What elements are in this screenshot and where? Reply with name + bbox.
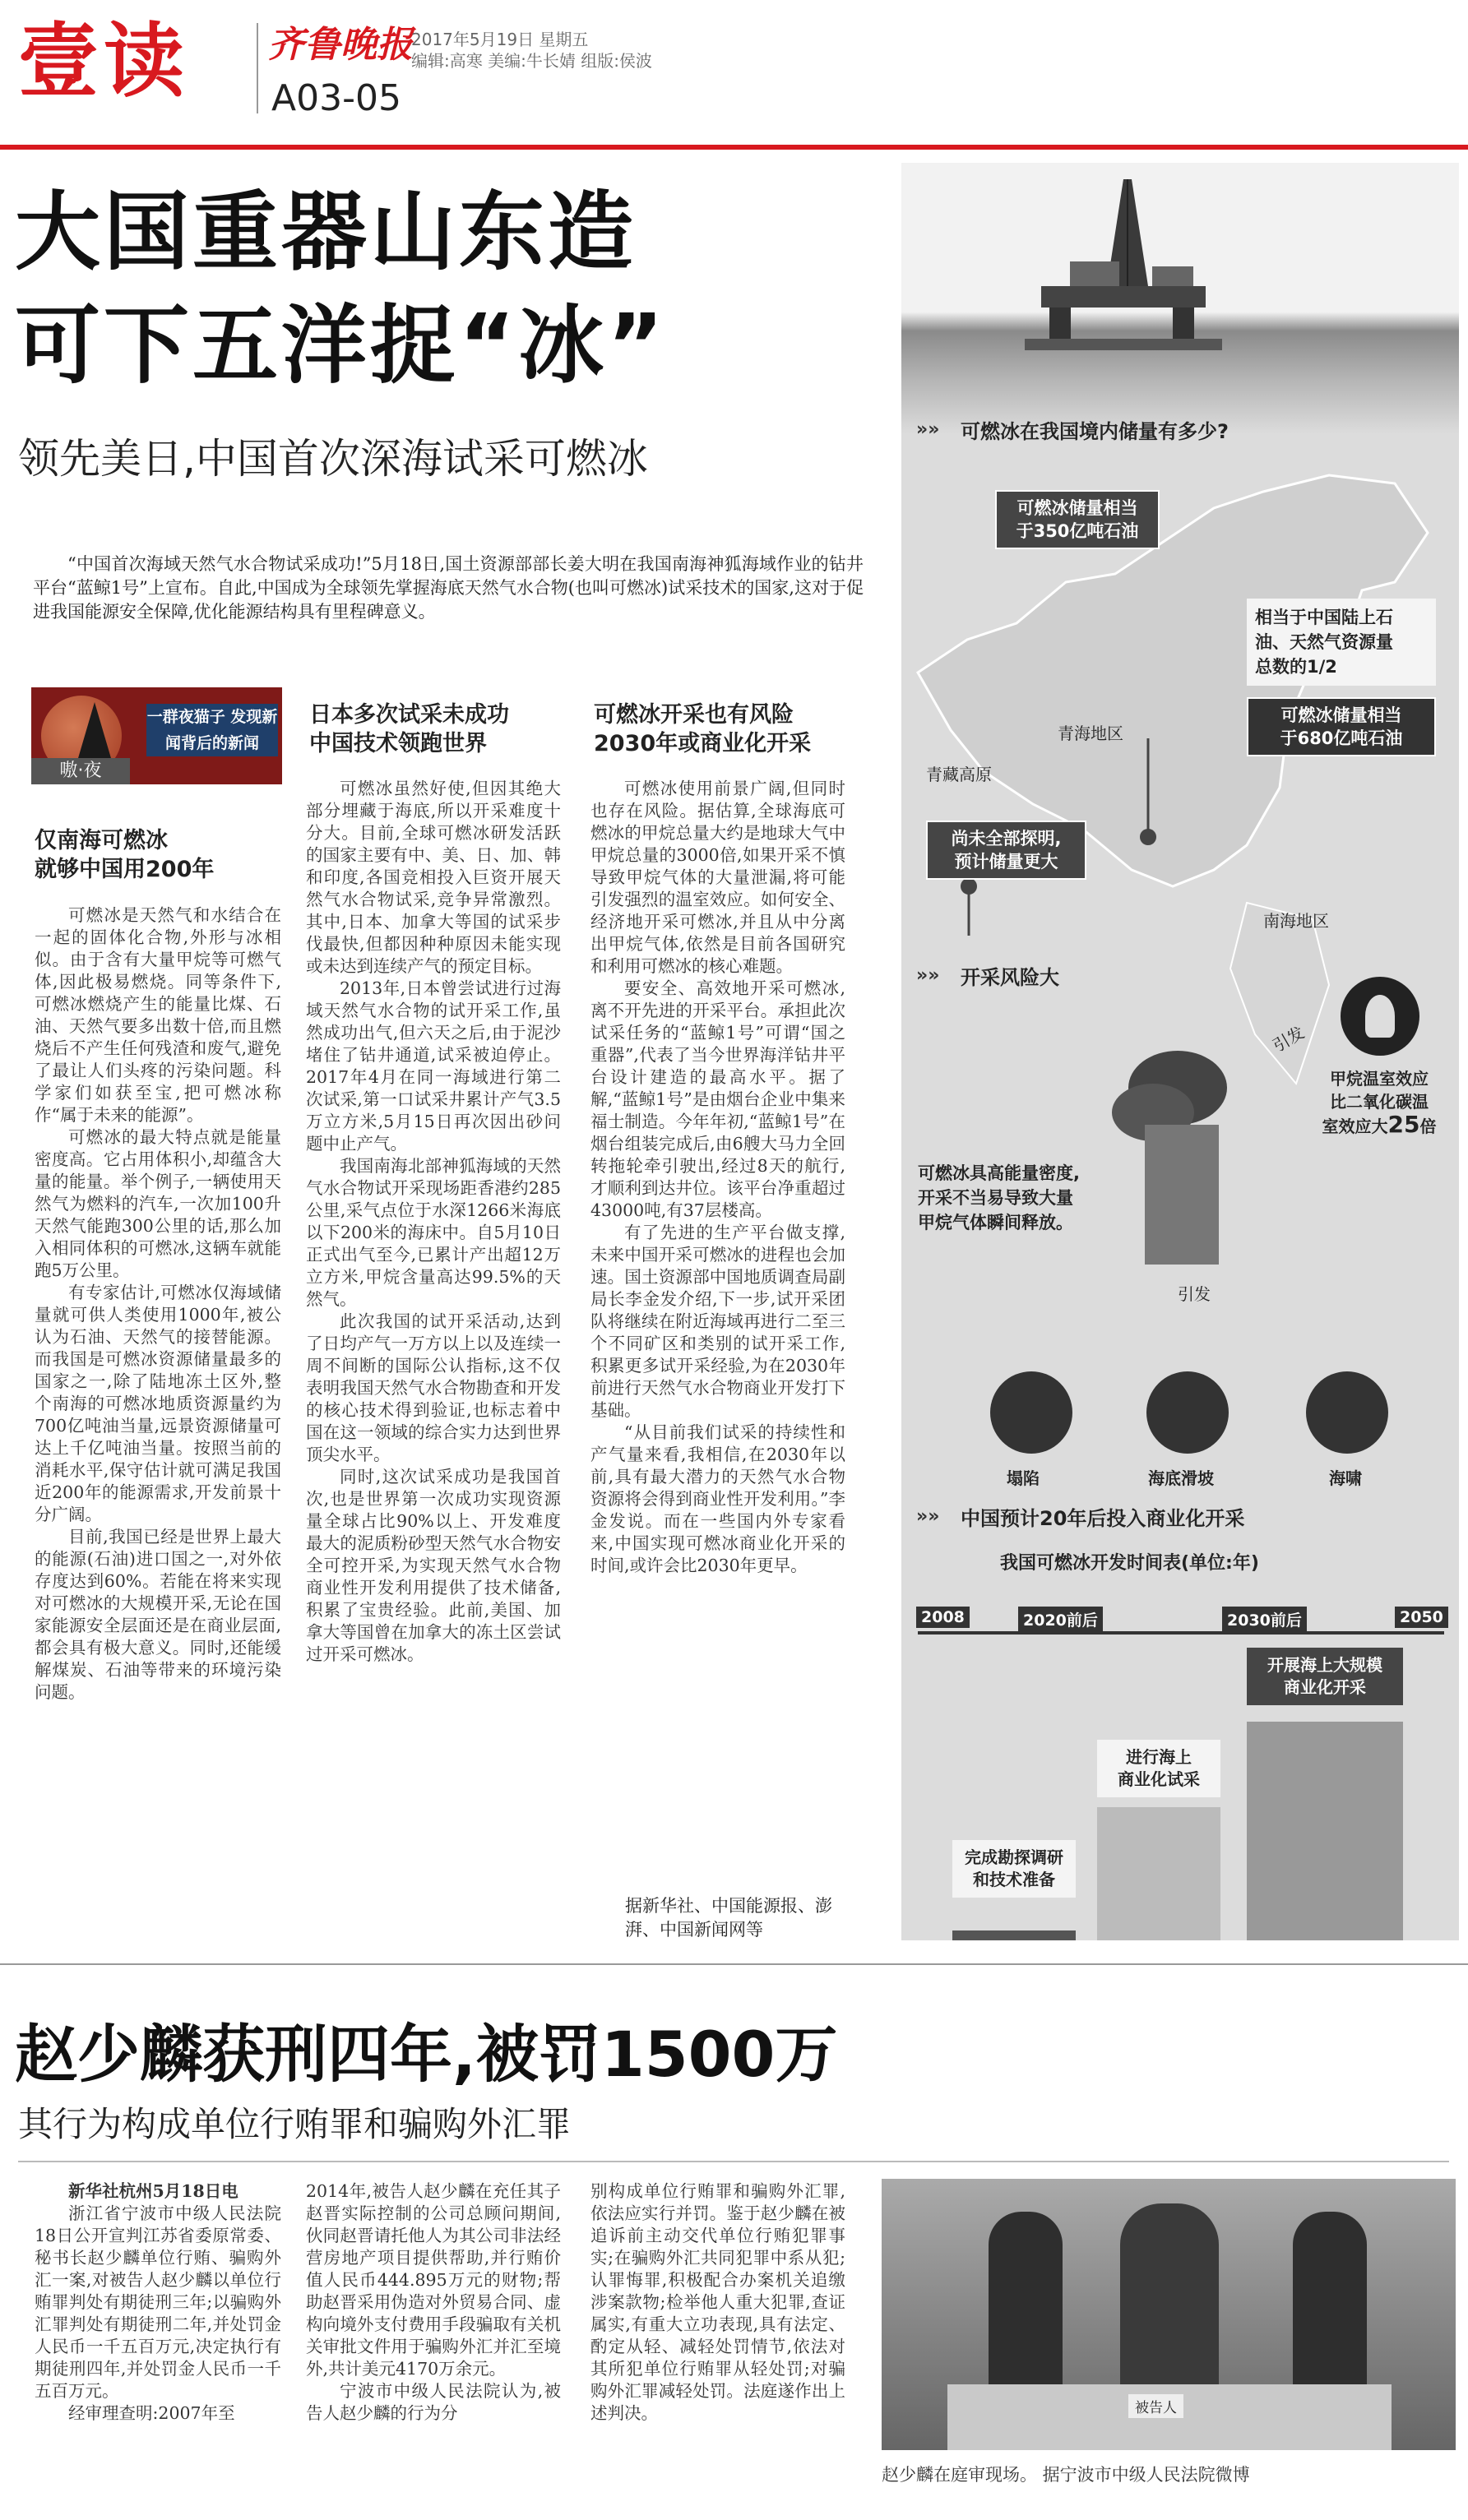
story2-para: 2014年,被告人赵少麟在充任其子赵晋实际控制的公司总顾问期间,伙同赵晋请托他人为其公司非法经营房地产项目提供帮助,并行贿价值人民币444.895万元的财物;帮助赵晋采用伪造对外贸易合同、虚构向境外支付费用手段骗取有关机关审批文件用于骗购外汇并汇至境外,共计美元4170万余元。 bbox=[306, 2181, 561, 2379]
col1-body bbox=[35, 904, 281, 1704]
risk-title: 开采风险大 bbox=[961, 966, 1059, 989]
greenhouse-line2: 比二氧化碳温 bbox=[1330, 1092, 1429, 1112]
story1-source: 据新华社、中国能源报、澎湃、中国新闻网等 bbox=[625, 1896, 832, 1940]
col2-para: 我国南海北部神狐海域的天然气水合物试开采现场距香港约285公里,采气点位于水深1266米海底以下200米的海床中。自5月10日正式出气至今,已累计产出超12万立方米,甲烷含量高达99.5%的天然气。 bbox=[306, 1156, 561, 1309]
story2-col1 bbox=[35, 2180, 281, 2425]
story1-subhead: 领先美日,中国首次深海试采可燃冰 bbox=[18, 435, 648, 483]
court-photo bbox=[882, 2179, 1456, 2450]
year-2030: 2030前后 bbox=[1222, 1607, 1307, 1632]
label-qinghai: 青海地区 bbox=[1058, 724, 1123, 743]
story2-subhead: 其行为构成单位行贿罪和骗购外汇罪 bbox=[18, 2104, 572, 2144]
badge-name: 嗷·夜 bbox=[31, 758, 130, 784]
col2-title: 日本多次试采未成功 中国技术领跑世界 bbox=[309, 702, 509, 756]
greenhouse-line3: 室效应大25倍 bbox=[1322, 1111, 1437, 1138]
tsunami-icon bbox=[1306, 1371, 1388, 1454]
icon-label-landslide: 海底滑坡 bbox=[1148, 1468, 1214, 1488]
story1-headline-line2: 可下五洋捉“冰” bbox=[15, 295, 667, 395]
story2-para: 别构成单位行贿罪和骗购外汇罪,依法应实行并罚。鉴于赵少麟在被追诉前主动交代单位行贿犯罪事实;在骗购外汇共同犯罪中系从犯;认罪悔罪,积极配合办案机关追缴涉案款物;检举他人重大犯罪,查证属实,有重大立功表现,具有法定、酌定从轻、减轻处罚情节,依法对其所犯单位行贿罪从轻处罚;对骗购外汇罪减轻处罚。法庭遂作出上述判决。 bbox=[590, 2181, 845, 2423]
col2-body bbox=[306, 778, 561, 1666]
badge-text: 一群夜猫子 发现新闻背后的新闻 bbox=[146, 704, 278, 756]
story2-col3 bbox=[590, 2180, 845, 2425]
story2-para: 浙江省宁波市中级人民法院18日公开宣判江苏省委原常委、秘书长赵少麟单位行贿、骗购外汇一案,对被告人赵少麟以单位行贿罪判处有期徒刑三年;以骗购外汇罪判处有期徒刑二年,并处罚金人民币一千五百万元,决定执行有期徒刑四年,并处罚金人民币一千五百万元。 bbox=[35, 2203, 281, 2401]
col3-title: 可燃冰开采也有风险 2030年或商业化开采 bbox=[594, 702, 812, 756]
reserve-box-680: 可燃冰储量相当 于680亿吨石油 bbox=[1247, 697, 1436, 756]
col1-para: 有专家估计,可燃冰仅海域储量就可供人类使用1000年,被公认为石油、天然气的接替能源。而我国是可燃冰资源储量最多的国家之一,除了陆地冻土区外,整个南海的可燃冰地质资源量约为700亿吨油当量,远景资源储量可达上千亿吨油当量。按照当前的消耗水平,保守估计就可满足我国近200年的能源需求,开发前景十分广阔。 bbox=[35, 1283, 281, 1524]
stage-bar-3 bbox=[1247, 1722, 1403, 1940]
col2-para: 同时,这次试采成功是我国首次,也是世界第一次成功实现资源量全球占比90%以上、开发难度最大的泥质粉砂型天然气水合物安全可控开采,为实现天然气水合物商业性开发利用提供了技术储备,积累了宝贵经验。此前,美国、加拿大等国曾在加拿大的冻土区尝试过开采可燃冰。 bbox=[306, 1467, 561, 1664]
col1-para: 目前,我国已经是世界上最大的能源(石油)进口国之一,对外依存度达到60%。若能在将来实现对可燃冰的大规模开采,无论在国家能源安全层面还是在商业层面,都会具有极大意义。同时,还能缓解煤炭、石油等带来的环境污染问题。 bbox=[35, 1527, 281, 1702]
stage-3: 开展海上大规模 商业化开采 bbox=[1247, 1648, 1403, 1705]
col1-para: 可燃冰的最大特点就是能量密度高。它占用体积小,却蕴含大量的能量。举个例子,一辆使用天然气为燃料的汽车,一次加100升天然气能跑300公里的话,那么加入相同体积的可燃冰,这辆车就能跑5万公里。 bbox=[35, 1127, 281, 1280]
col2-para: 此次我国的试开采活动,达到了日均产气一万方以上以及连续一周不间断的国际公认指标,这不仅表明我国天然气水合物勘查和开发的核心技术得到验证,也标志着中国在这一领域的综合实力达到世界顶尖水平。 bbox=[306, 1311, 561, 1464]
paper-logo: 齐鲁晚报 bbox=[268, 24, 413, 66]
credits: 编辑:高寒 美编:牛长婧 组版:侯波 bbox=[411, 51, 652, 71]
icon-label-collapse: 塌陷 bbox=[1007, 1468, 1040, 1488]
masthead bbox=[0, 0, 1468, 160]
label-plateau: 青藏高原 bbox=[926, 765, 992, 784]
page-number: A03-05 bbox=[271, 77, 401, 119]
drilling-rig-icon bbox=[901, 163, 1459, 434]
issue-date: 2017年5月19日 星期五 bbox=[411, 30, 589, 49]
plan-title: 中国预计20年后投入商业化开采 bbox=[961, 1507, 1245, 1530]
section-title: 壹读 bbox=[18, 15, 190, 109]
label-south-sea: 南海地区 bbox=[1263, 911, 1329, 931]
explosion-icon bbox=[1112, 1051, 1252, 1265]
story1-headline-line1: 大国重器山东造 bbox=[15, 182, 637, 282]
reserve-question: 可燃冰在我国境内储量有多少? bbox=[961, 420, 1229, 443]
chevron-icon: »» bbox=[916, 965, 940, 986]
col2-para: 2013年,日本曾尝试进行过海域天然气水合物的试开采工作,虽然成功出气,但六天之后,由于泥沙堵住了钻井通道,试采被迫停止。2017年4月在同一海域进行第二次试采,第一口试采井累计产气3.5万立方米,5月15日再次因出砂问题中止产气。 bbox=[306, 978, 561, 1154]
col3-para: 要安全、高效地开采可燃冰,离不开先进的开采平台。承担此次试采任务的“蓝鲸1号”可谓“国之重器”,代表了当今世界海洋钻井平台设计建造的最高水平。据了解,“蓝鲸1号”是由烟台企业中集来福士制造。今年年初,“蓝鲸1号”在烟台组装完成后,由6艘大马力全回转拖轮牵引驶出,经过8天的航行,才顺利到达井位。该平台净重超过43000吨,有37层楼高。 bbox=[590, 978, 845, 1220]
plan-subtitle: 我国可燃冰开发时间表(单位:年) bbox=[1000, 1553, 1259, 1574]
rig-photo bbox=[901, 163, 1459, 434]
flame-icon bbox=[1341, 977, 1419, 1056]
col3-body bbox=[590, 778, 845, 1577]
column-badge bbox=[31, 687, 282, 784]
story2-col2 bbox=[306, 2180, 561, 2425]
story-divider bbox=[0, 1963, 1468, 1965]
masthead-rule bbox=[0, 145, 1468, 150]
reserve-box-half: 相当于中国陆上石 油、天然气资源量 总数的1/2 bbox=[1247, 599, 1436, 686]
col3-para: “从目前我们试采的持续性和产气量来看,我相信,在2030年以前,具有最大潜力的天然气水合物资源将会得到商业性开发利用。”李金发说。而在一些国内外专家看来,中国实现可燃冰商业化开采的时间,或许会比2030年更早。 bbox=[590, 1422, 845, 1575]
stage-2: 进行海上 商业化试采 bbox=[1097, 1740, 1220, 1797]
reserve-box-350: 可燃冰储量相当 于350亿吨石油 bbox=[995, 490, 1160, 549]
chevron-icon: »» bbox=[916, 419, 940, 440]
col2-para: 可燃冰虽然好使,但因其绝大部分埋藏于海底,所以开采难度十分大。目前,全球可燃冰研发活跃的国家主要有中、美、日、加、韩和印度,各国竞相投入巨资开展天然气水合物试采,竞争异常激烈。其中,日本、加拿大等国的试采步伐最快,但都因种种原因未能实现或未达到连续产气的预定目标。 bbox=[306, 779, 561, 976]
story1-lede: “中国首次海域天然气水合物试采成功!”5月18日,国土资源部部长姜大明在我国南海神狐海域作业的钻井平台“蓝鲸1号”上宣布。自此,中国成为全球领先掌握海底天然气水合物(也叫可燃冰)试采技术的国家,这对于促进我国能源安全保障,优化能源结构具有里程碑意义。 bbox=[33, 554, 864, 622]
wolf-icon bbox=[76, 702, 113, 764]
greenhouse-line1: 甲烷温室效应 bbox=[1330, 1069, 1429, 1089]
stage-bar-2 bbox=[1097, 1807, 1220, 1940]
collapse-icon bbox=[990, 1371, 1072, 1454]
risk-desc: 可燃冰具高能量密度, 开采不当易导致大量 甲烷气体瞬间释放。 bbox=[918, 1163, 1080, 1232]
story2-rule bbox=[18, 2161, 1449, 2162]
chevron-icon: »» bbox=[916, 1506, 940, 1527]
year-2008: 2008 bbox=[916, 1607, 970, 1628]
greenhouse-number: 25 bbox=[1387, 1111, 1420, 1138]
col3-para: 有了先进的生产平台做支撑,未来中国开采可燃冰的进程也会加速。国土资源部中国地质调查局副局长李金发介绍,下一步,试开采团队将继续在附近海域再进行二至三个不同矿区和类别的试开采工作,积累更多试开采经验,为在2030年前进行天然气水合物商业开发打下基础。 bbox=[590, 1223, 845, 1420]
story2-dateline: 新华社杭州5月18日电 bbox=[68, 2181, 238, 2201]
icon-label-tsunami: 海啸 bbox=[1329, 1468, 1362, 1488]
story2-headline: 赵少麟获刑四年,被罚1500万 bbox=[15, 2018, 838, 2091]
col1-title: 仅南海可燃冰 就够中国用200年 bbox=[35, 828, 215, 882]
story2-para: 宁波市中级人民法院认为,被告人赵少麟的行为分 bbox=[306, 2381, 561, 2423]
photo-caption: 赵少麟在庭审现场。 据宁波市中级人民法院微博 bbox=[882, 2465, 1250, 2485]
col3-para: 可燃冰使用前景广阔,但同时也存在风险。据估算,全球海底可燃冰的甲烷总量大约是地球大气中甲烷总量的3000倍,如果开采不慎导致甲烷气体的大量泄漏,将可能引发强烈的温室效应。如何安全、经济地开采可燃冰,并且从中分离出甲烷气体,依然是目前各国研究和利用可燃冰的核心难题。 bbox=[590, 779, 845, 976]
stage-1: 完成勘探调研 和技术准备 bbox=[952, 1840, 1076, 1898]
infographic bbox=[901, 163, 1459, 1940]
story2-para: 经审理查明:2007年至 bbox=[68, 2403, 235, 2423]
trigger-label-1: 引发 bbox=[1269, 1022, 1308, 1057]
year-2050: 2050 bbox=[1395, 1607, 1448, 1628]
court-sign: 被告人 bbox=[1128, 2394, 1183, 2418]
trigger-label-2: 引发 bbox=[1178, 1284, 1211, 1304]
landslide-icon bbox=[1146, 1371, 1229, 1454]
reserve-box-unexplored: 尚未全部探明, 预计储量更大 bbox=[926, 821, 1086, 880]
col1-para: 可燃冰是天然气和水结合在一起的固体化合物,外形与冰相似。由于含有大量甲烷等可燃气体,因此极易燃烧。同等条件下,可燃冰燃烧产生的能量比煤、石油、天然气要多出数十倍,而且燃烧后不产生任何残渣和废气,避免了最让人们头疼的污染问题。科学家们如获至宝,把可燃冰称作“属于未来的能源”。 bbox=[35, 905, 281, 1125]
year-2020: 2020前后 bbox=[1018, 1607, 1103, 1632]
timeline-axis bbox=[918, 1631, 1444, 1635]
masthead-divider bbox=[257, 23, 258, 113]
greenhouse-text bbox=[1301, 1067, 1457, 1138]
stage-bar-1 bbox=[952, 1930, 1076, 1940]
